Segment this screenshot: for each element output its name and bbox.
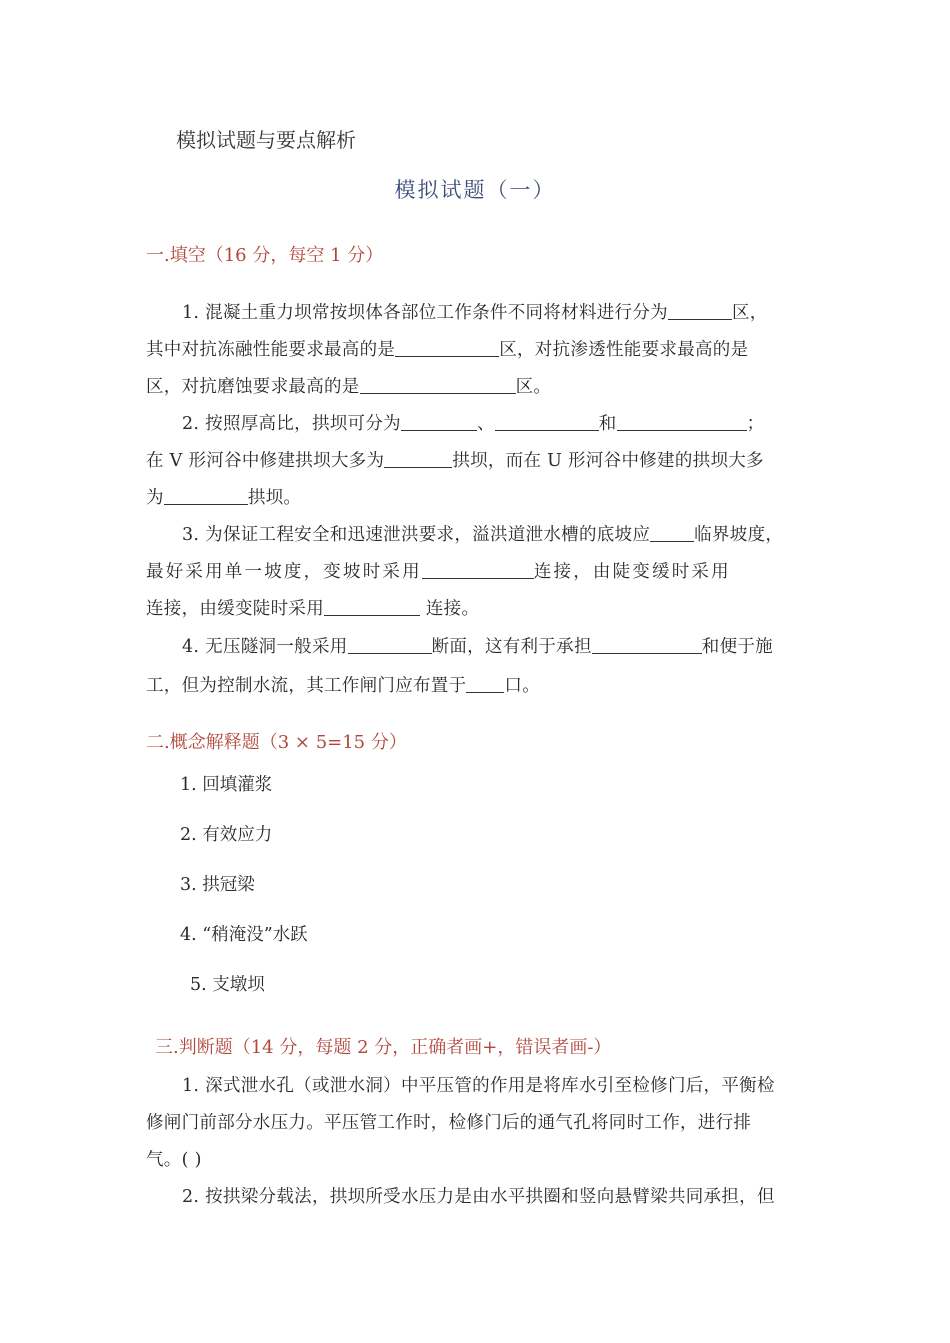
q4-text-1a: 4. 无压隧洞一般采用 — [182, 637, 348, 657]
q3-text-3b: 连接。 — [425, 599, 480, 619]
q1-text-1b: 区， — [731, 303, 768, 323]
answer-blank — [395, 338, 499, 357]
answer-blank — [617, 412, 747, 431]
q1-text-1a: 1. 混凝土重力坝常按坝体各部位工作条件不同将材料进行分为 — [182, 303, 668, 323]
answer-blank — [164, 486, 248, 505]
q1-line-1 — [182, 299, 768, 324]
q2-text-2a: 在 V 形河谷中修建拱坝大多为 — [146, 451, 385, 471]
concept-item: 4. “稍淹没”水跃 — [180, 925, 308, 945]
q2-text-1a: 2. 按照厚高比，拱坝可分为 — [182, 414, 401, 434]
section-heading-true-false: 三.判断题（14 分，每题 2 分，正确者画+，错误者画-） — [155, 1037, 612, 1058]
answer-blank — [422, 560, 534, 579]
concept-item: 1. 回填灌浆 — [180, 775, 273, 795]
q2-text-1d: ； — [746, 414, 765, 434]
answer-blank — [650, 523, 694, 542]
answer-blank — [384, 449, 452, 468]
q2-text-1b: 、 — [476, 414, 495, 434]
q2-line-3 — [146, 484, 301, 509]
answer-blank — [348, 635, 432, 654]
q3-text-2b: 连接，由陡变缓时采用 — [533, 562, 731, 582]
q3-line-1 — [182, 521, 783, 546]
concept-item: 2. 有效应力 — [180, 825, 273, 845]
answer-blank — [495, 412, 599, 431]
answer-blank — [360, 375, 516, 394]
tf-q1-line-2: 修闸门前部分水压力。平压管工作时，检修门后的通气孔将同时工作，进行排 — [146, 1113, 752, 1133]
q4-line-2 — [146, 672, 540, 697]
answer-blank — [401, 412, 477, 431]
answer-blank — [324, 597, 420, 616]
answer-blank — [592, 635, 702, 654]
q3-line-2 — [146, 558, 731, 583]
document-title: 模拟试题与要点解析 — [176, 128, 356, 152]
concept-item: 5. 支墩坝 — [190, 975, 265, 995]
q1-text-2a: 其中对抗冻融性能要求最高的是 — [146, 340, 396, 360]
q3-line-3 — [146, 595, 479, 620]
section-heading-concepts: 二.概念解释题（3 × 5=15 分） — [146, 732, 407, 753]
q1-text-3b: 区。 — [515, 377, 552, 397]
q1-line-3 — [146, 373, 551, 398]
q3-text-1b: 临界坡度， — [694, 525, 784, 545]
section-heading-fill-blank: 一.填空（16 分，每空 1 分） — [146, 245, 384, 266]
q2-line-2 — [146, 447, 764, 472]
q4-text-1c: 和便于施 — [701, 637, 773, 657]
tf-q1-line-1: 1. 深式泄水孔（或泄水洞）中平压管的作用是将库水引至检修门后，平衡检 — [182, 1076, 775, 1096]
q3-text-2a: 最好采用单一坡度，变坡时采用 — [146, 562, 422, 582]
q4-line-1 — [182, 633, 773, 658]
q4-text-1b: 断面，这有利于承担 — [431, 637, 592, 657]
q3-text-1a: 3. 为保证工程安全和迅速泄洪要求，溢洪道泄水槽的底坡应 — [182, 525, 651, 545]
q2-text-3b: 拱坝。 — [247, 488, 302, 508]
concept-item: 3. 拱冠梁 — [180, 875, 255, 895]
q1-text-2b: 区，对抗渗透性能要求最高的是 — [499, 340, 749, 360]
exam-subtitle: 模拟试题（一） — [394, 178, 556, 202]
q2-text-3a: 为 — [146, 488, 164, 508]
tf-q2-line-1: 2. 按拱梁分载法，拱坝所受水压力是由水平拱圈和竖向悬臂梁共同承担，但 — [182, 1187, 775, 1207]
answer-blank — [668, 301, 732, 320]
answer-blank — [466, 674, 504, 693]
q2-text-2b: 拱坝，而在 U 形河谷中修建的拱坝大多 — [452, 451, 764, 471]
q4-text-2a: 工，但为控制水流，其工作闸门应布置于 — [146, 676, 467, 696]
q2-text-1c: 和 — [598, 414, 617, 434]
q1-text-3a: 区，对抗磨蚀要求最高的是 — [146, 377, 360, 397]
q2-line-1 — [182, 410, 764, 435]
q4-text-2b: 口。 — [504, 676, 541, 696]
tf-q1-line-3: 气。( ) — [146, 1150, 202, 1170]
q3-text-3a: 连接，由缓变陡时采用 — [146, 599, 324, 619]
q1-line-2 — [146, 336, 748, 361]
